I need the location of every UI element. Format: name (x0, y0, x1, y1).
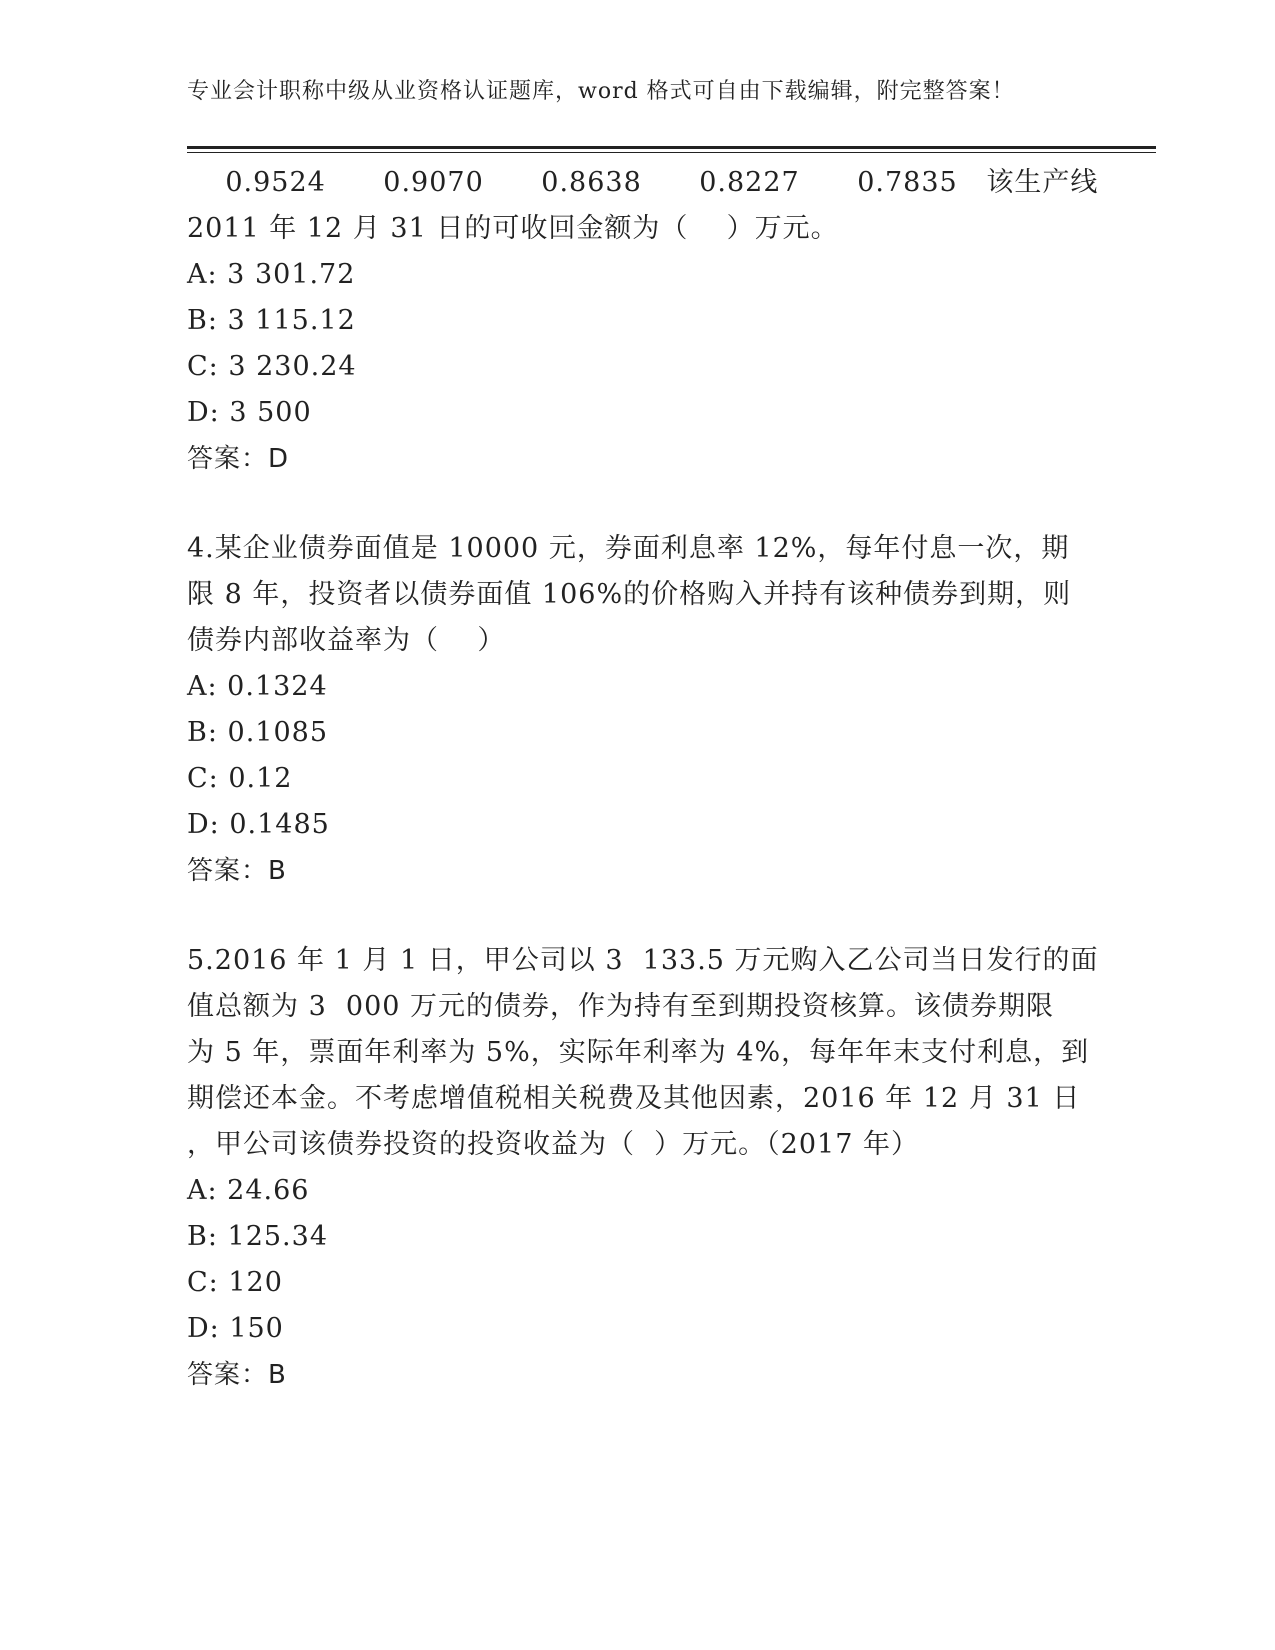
option-a: A: 0.1324 (187, 671, 328, 702)
question-text-line: 债券内部收益率为（ ） (187, 625, 506, 656)
answer-line: 答案：B (187, 856, 287, 886)
question-text-line: 为 5 年，票面年利率为 5%，实际年利率为 4%，每年年末支付利息，到 (187, 1037, 1090, 1068)
option-a: A: 24.66 (187, 1175, 310, 1206)
question-text-line: 5.2016 年 1 月 1 日，甲公司以 3 133.5 万元购入乙公司当日发行的面 (187, 945, 1099, 976)
question-text-line: 0.9524 0.9070 0.8638 0.8227 0.7835 该生产线 (187, 167, 1099, 198)
question-text-line: ，甲公司该债券投资的投资收益为（ ）万元。（2017 年） (187, 1129, 919, 1160)
option-d: D: 150 (187, 1313, 284, 1344)
option-d: D: 0.1485 (187, 809, 330, 840)
header-rule-thick (187, 146, 1156, 149)
option-c: C: 3 230.24 (187, 351, 357, 382)
question-text-line: 限 8 年，投资者以债券面值 106%的价格购入并持有该种债券到期，则 (187, 579, 1072, 610)
option-c: C: 120 (187, 1267, 283, 1298)
answer-line: 答案：D (187, 444, 290, 474)
question-text-line: 4.某企业债券面值是 10000 元，券面利息率 12%，每年付息一次，期 (187, 533, 1070, 564)
spacer (187, 482, 1087, 526)
question-text-line: 值总额为 3 000 万元的债券，作为持有至到期投资核算。该债券期限 (187, 991, 1055, 1022)
question-5 (187, 938, 1099, 1398)
option-b: B: 125.34 (187, 1221, 328, 1252)
page-header: 专业会计职称中级从业资格认证题库，word 格式可自由下载编辑，附完整答案！ (187, 79, 1015, 104)
question-3-continuation (187, 160, 1099, 482)
option-c: C: 0.12 (187, 763, 293, 794)
question-text-line: 期偿还本金。不考虑增值税相关税费及其他因素，2016 年 12 月 31 日 (187, 1083, 1081, 1114)
option-a: A: 3 301.72 (187, 259, 356, 290)
header-rule-thin (187, 152, 1156, 153)
document-body (187, 160, 1099, 1398)
answer-line: 答案：B (187, 1360, 287, 1390)
option-b: B: 3 115.12 (187, 305, 356, 336)
spacer (187, 894, 1087, 938)
option-d: D: 3 500 (187, 397, 312, 428)
question-4 (187, 526, 1087, 894)
option-b: B: 0.1085 (187, 717, 328, 748)
question-text-line: 2011 年 12 月 31 日的可收回金额为（ ）万元。 (187, 213, 839, 244)
